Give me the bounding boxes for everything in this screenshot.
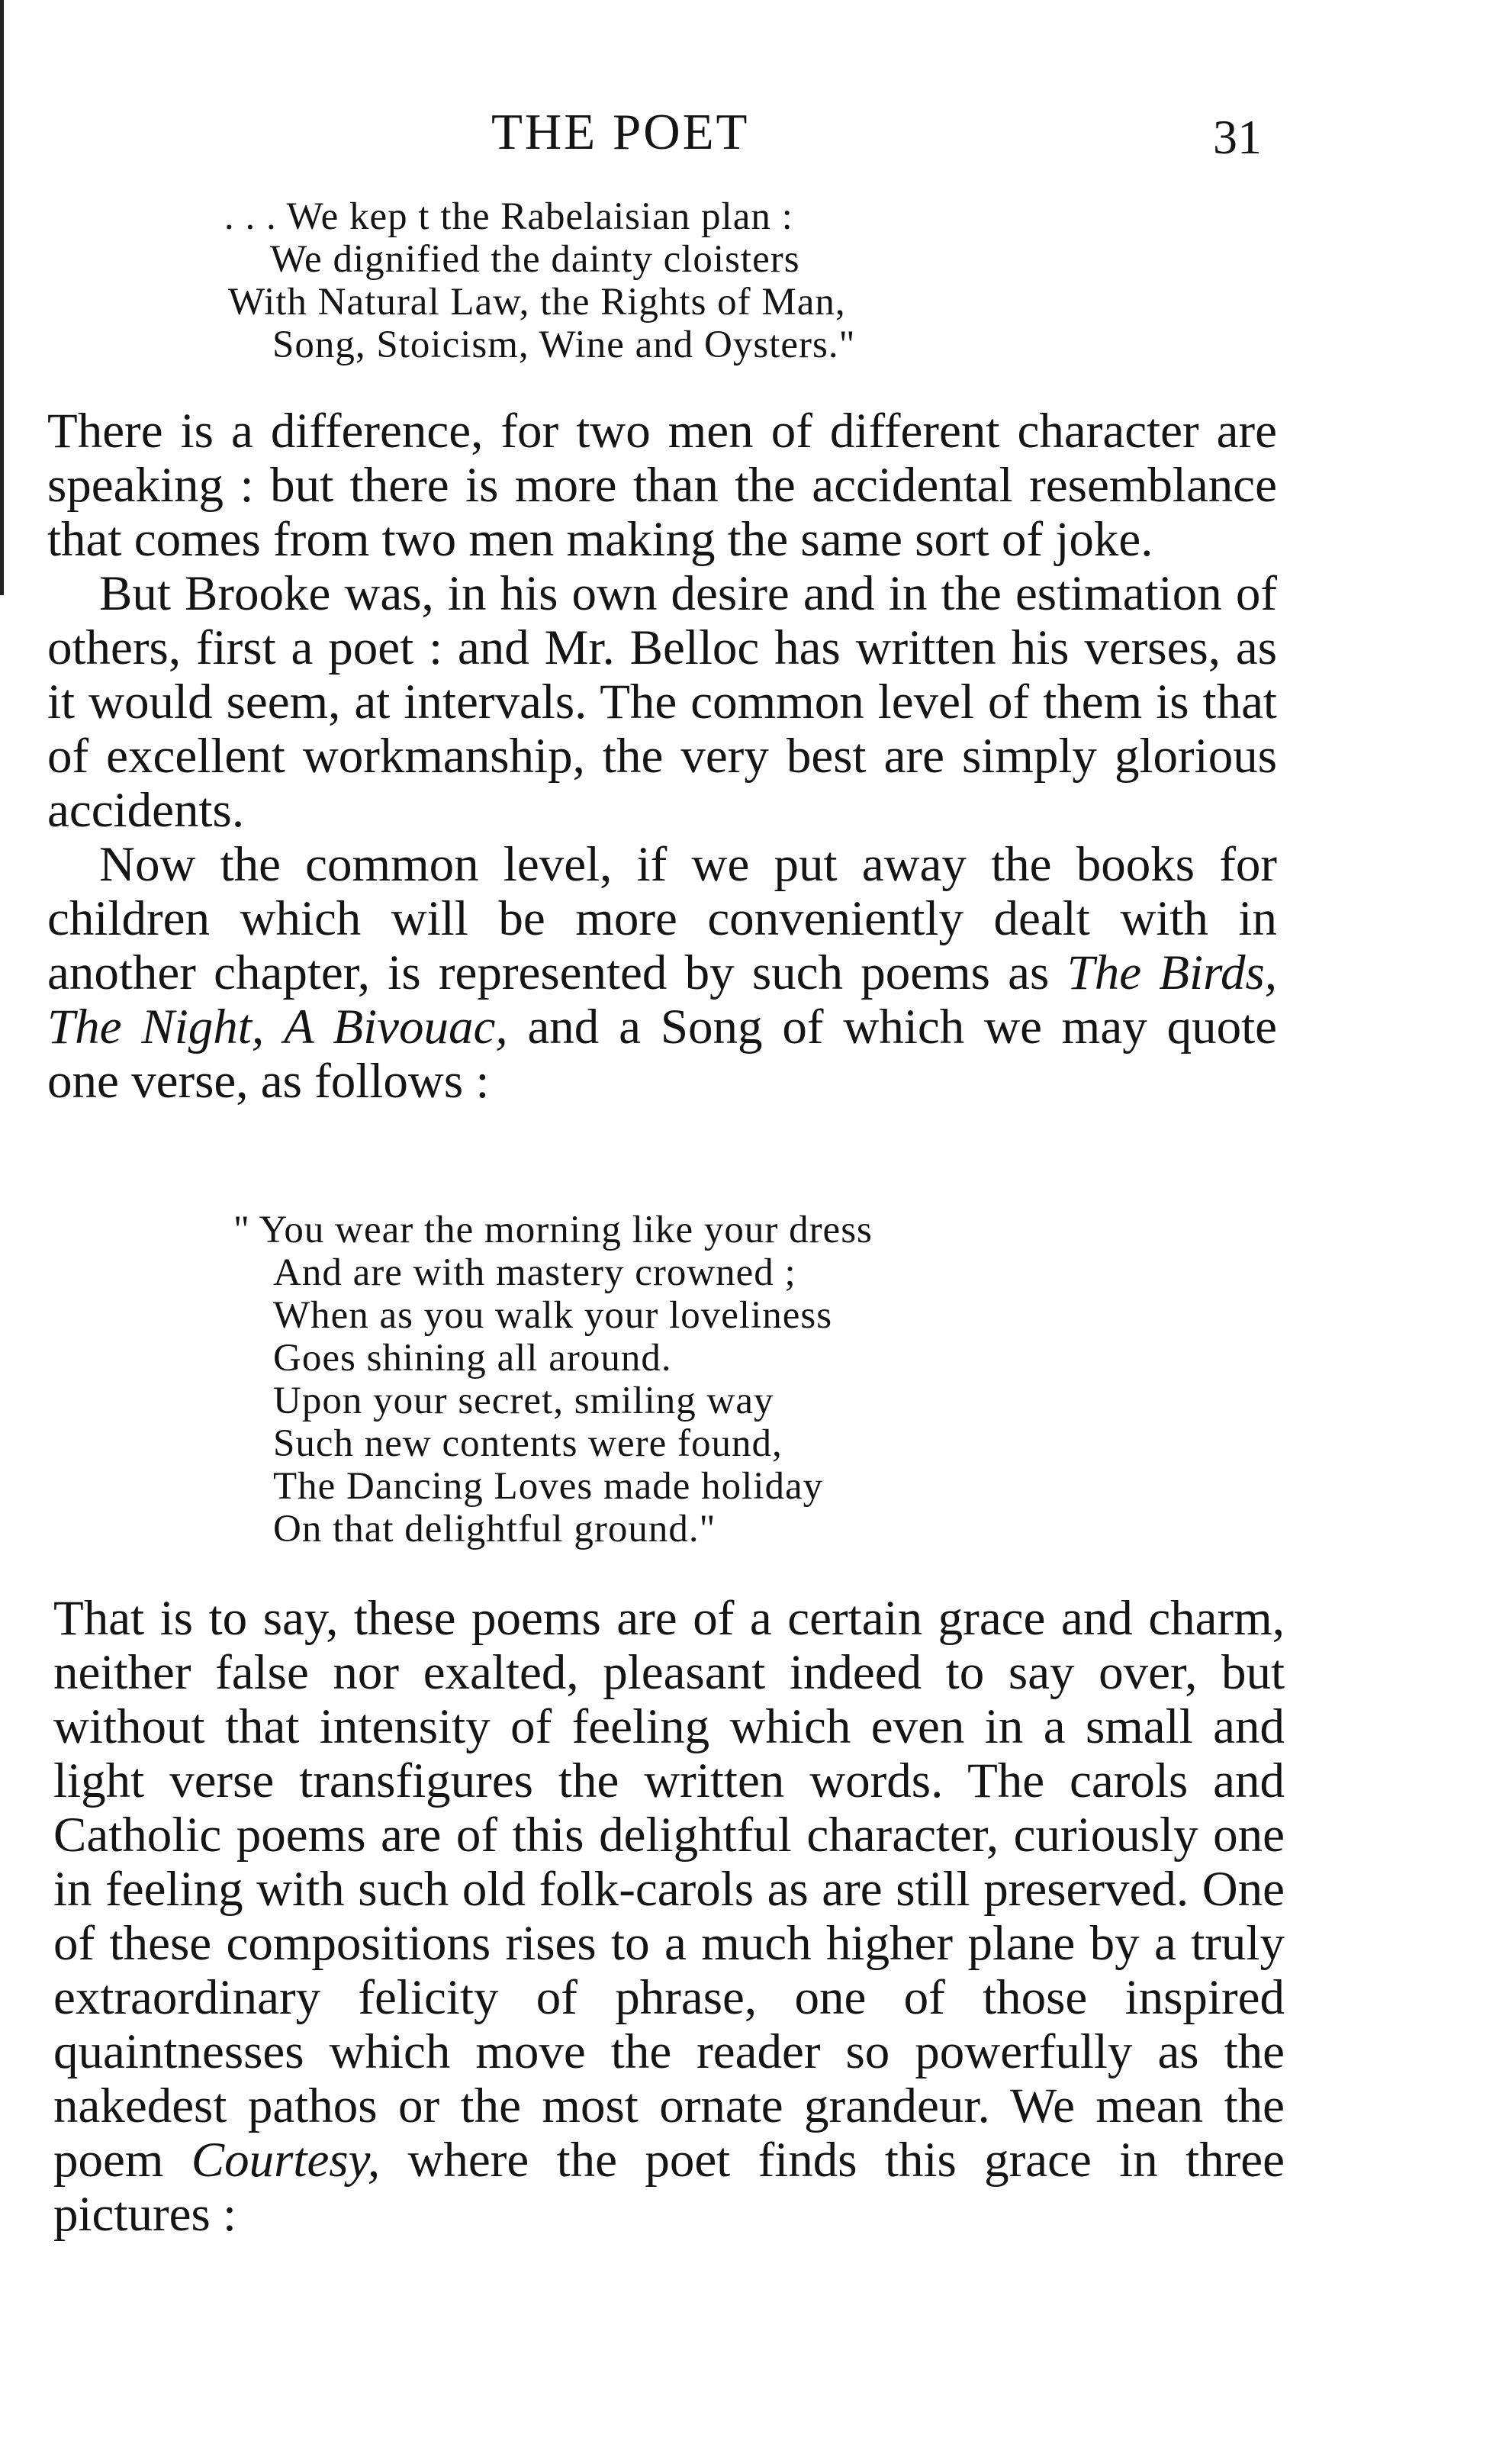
quoted-verse-top: [224, 195, 855, 366]
paragraph-text: Now the common level, if we put away the books for children which will be more conveniently dealt with in another chapter, is represented by such poems as: [47, 837, 1277, 1000]
verse-line: When as you walk your loveliness: [273, 1294, 833, 1337]
verse-line: " You wear the morning like your dress: [233, 1209, 873, 1251]
verse-line: With Natural Law, the Rights of Man,: [228, 281, 846, 324]
verse-line: Goes shining all around.: [273, 1337, 672, 1380]
verse-line: And are with mastery crowned ;: [273, 1251, 796, 1294]
paragraph-text: That is to say, these poems are of a certain grace and charm, neither false nor exalted, pleasant indeed to say over, but without that intensity of feeling which even in a small and light verse transfigures the written words. The carols and Catholic poems are of this delightful character, curiously one in feeling with such old folk-carols as are still preserved. One of these compositions rises to a much higher plane by a truly extraordinary felicity of phrase, one of those inspired quaintnesses which move the reader so powerfully as the nakedest pathos or the most ornate grandeur. We mean the poem: [53, 1591, 1285, 2188]
verse-line: The Dancing Loves made holiday: [273, 1465, 824, 1508]
poem-title-night: The Night,: [47, 1000, 265, 1055]
verse-line: . . . We kep t the Rabelaisian plan :: [224, 195, 793, 238]
verse-line: Such new contents were found,: [273, 1422, 783, 1465]
prose-block-lower: [53, 1592, 1285, 2242]
page-edge-rule: [0, 0, 4, 595]
verse-line: Song, Stoicism, Wine and Oysters.": [272, 324, 856, 366]
paragraph: [47, 838, 1277, 1109]
paragraph-text: where the poet finds this grace in three pictures :: [53, 2133, 1285, 2242]
verse-line: Upon your secret, smiling way: [273, 1380, 774, 1422]
poem-title-bivouac: A Bivouac,: [283, 1000, 508, 1055]
page-number: 31: [1213, 110, 1262, 164]
verse-line: On that delightful ground.": [273, 1508, 716, 1550]
poem-title-courtesy: Courtesy,: [191, 2133, 381, 2188]
running-head: THE POET: [491, 104, 750, 160]
paragraph-text: and a Song of which we may quote one verse, as follows :: [47, 1000, 1277, 1109]
paragraph: [53, 1592, 1285, 2242]
verse-line: We dignified the dainty cloisters: [270, 238, 800, 281]
paragraph: But Brooke was, in his own desire and in the estimation of others, first a poet : and Mr. Belloc has written his verses, as it would seem, at intervals. The common level of them is that of excellent workmanship, the very best are simply glorious accidents.: [47, 566, 1277, 838]
quoted-song-verse: [233, 1209, 873, 1550]
poem-title-birds: The Birds,: [1066, 945, 1278, 1000]
prose-block-upper: [47, 404, 1277, 1109]
paragraph: There is a difference, for two men of different character are speaking : but there is more than the accidental resemblance that comes from two men making the same sort of joke.: [47, 404, 1277, 567]
